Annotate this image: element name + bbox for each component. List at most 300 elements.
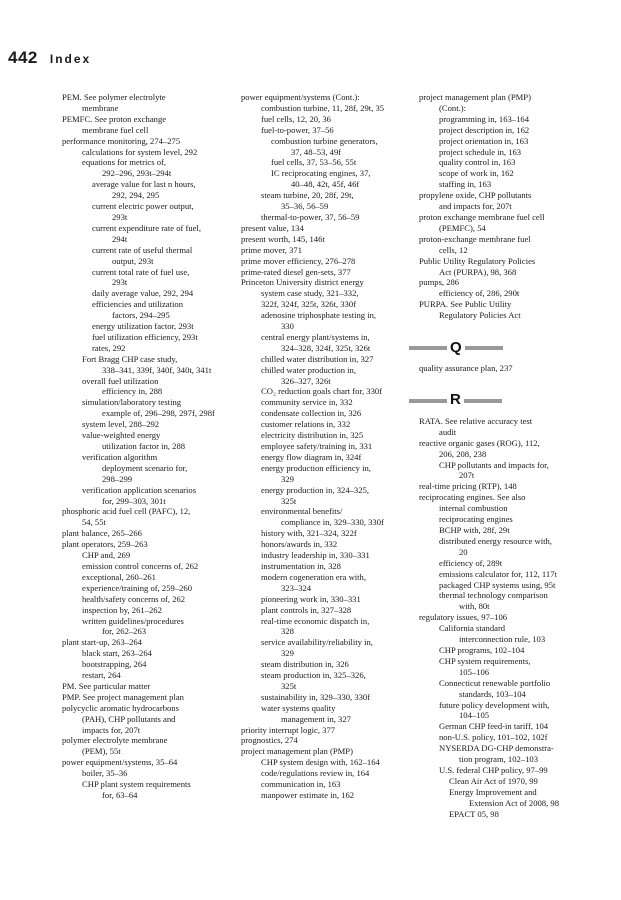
index-entry-line: Connecticut renewable portfolio [439, 677, 551, 688]
index-subentry [231, 419, 409, 430]
letter-heading [409, 386, 587, 416]
index-entry-line: 104–105 [459, 710, 490, 721]
index-entry-line: Clean Air Act of 1970, 99 [449, 775, 538, 786]
index-subentry [231, 605, 409, 616]
index-subentry [231, 441, 409, 452]
index-entry-line: 54, 55t [82, 517, 106, 528]
index-entry-line: reactive organic gases (ROG), 112, [419, 437, 540, 448]
index-entry-line: employee safety/training in, 331 [261, 441, 373, 451]
index-entry-line: project description in, 162 [439, 124, 530, 135]
index-entry-line: scope of work in, 162 [439, 168, 514, 179]
index-entry-line: energy production efficiency in, [261, 462, 371, 473]
index-entry-line: adenosine triphosphate testing in, [261, 310, 377, 321]
index-subentry [409, 787, 587, 809]
index-entry-line: packaged CHP systems using, 95t [439, 579, 556, 590]
index-entry-line: proton-exchange membrane fuel [419, 233, 531, 244]
index-entry-line: 329 [281, 473, 294, 484]
index-entry-line: pioneering work in, 330–331 [261, 593, 361, 604]
index-entry-line: boiler, 35–36 [82, 768, 128, 779]
index-entry-line: efficiencies and utilization [92, 299, 183, 310]
index-subentry [52, 648, 224, 659]
index-subentry [231, 790, 409, 801]
index-entry-line: fuel utilization efficiency, 293t [92, 331, 198, 342]
index-subentry [231, 365, 409, 387]
index-entry-line: quality assurance plan, 237 [419, 363, 513, 374]
index-entry-line: membrane fuel cell [82, 124, 149, 135]
index-entry-line: simulation/laboratory testing [82, 397, 182, 408]
index-entry-line: PEM. See polymer electrolyte [62, 92, 166, 102]
index-entry-line: Public Utility Regulatory Policies [419, 255, 536, 266]
index-entry [409, 416, 587, 438]
index-entry-line: current electric power output, [92, 201, 194, 212]
index-entry-line: (PAH), CHP pollutants and [82, 713, 176, 724]
index-subentry [52, 179, 224, 201]
index-entry-line: future policy development with, [439, 699, 550, 710]
index-entry [52, 528, 224, 539]
index-entry-line: internal combustion [439, 503, 508, 514]
divider-bar [465, 346, 503, 350]
index-entry [409, 481, 587, 492]
index-entry [52, 681, 224, 692]
index-entry-line: 105–106 [459, 666, 490, 677]
index-subentry [52, 157, 224, 179]
index-subentry [409, 721, 587, 732]
divider-bar [409, 399, 447, 403]
index-entry-line: customer relations in, 332 [261, 419, 351, 430]
index-entry-line: (Cont.): [439, 102, 466, 113]
index-subentry [52, 288, 224, 299]
index-entry-line: current expenditure rate of fuel, [92, 222, 202, 233]
index-subentry [409, 157, 587, 168]
index-entry [231, 746, 409, 757]
index-entry-line: IC reciprocating engines, 37, [271, 168, 371, 179]
index-entry-line: and impacts for, 207t [439, 201, 512, 212]
index-entry-line: communication in, 163 [261, 779, 341, 790]
index-subentry [409, 645, 587, 656]
index-entry-line: polymer electrolyte membrane [62, 735, 168, 746]
index-entry [409, 234, 587, 256]
index-subentry [231, 757, 409, 768]
index-entry-line: Princeton University district energy [241, 277, 364, 288]
index-entry-line: thermal-to-power, 37, 56–59 [261, 211, 360, 222]
index-entry-line: value-weighted energy [82, 430, 161, 441]
index-subentry [52, 147, 224, 158]
index-entry-line: CHP system design with, 162–164 [261, 757, 380, 768]
index-entry-line: energy utilization factor, 293t [92, 321, 194, 332]
index-entry-line: Fort Bragg CHP case study, [82, 353, 178, 364]
index-entry-line: RATA. See relative accuracy test [419, 415, 533, 426]
index-entry-line: combustion turbine, 11, 28f, 29t, 35 [261, 102, 385, 113]
index-subentry [231, 397, 409, 408]
index-entry-line: distributed energy resource with, [439, 535, 552, 546]
index-subentry [52, 485, 224, 507]
index-subentry [231, 539, 409, 550]
index-entry-line: plant start-up, 263–264 [62, 637, 142, 648]
index-subentry [52, 343, 224, 354]
index-subentry [52, 376, 224, 398]
letter-heading [409, 333, 587, 363]
index-entry-line: (PEMFC), 54 [439, 222, 486, 233]
index-entry-line: power equipment/systems, 35–64 [62, 757, 178, 768]
index-subentry [52, 354, 224, 376]
index-entry [231, 735, 409, 746]
index-subentry [52, 583, 224, 594]
index-entry-line: health/safety concerns of, 262 [82, 593, 186, 604]
index-entry [409, 212, 587, 234]
index-entry-line: 298–299 [102, 473, 133, 484]
index-entry-line: 330 [281, 321, 294, 332]
index-subentry [231, 386, 409, 397]
index-entry-line: 292–296, 293t–294t [102, 168, 172, 179]
index-entry [409, 363, 587, 374]
index-entry-line: 35–36, 56–59 [281, 201, 329, 212]
index-entry-line: standards, 103–104 [459, 688, 526, 699]
index-entry-line: for, 262–263 [102, 626, 147, 637]
index-subentry [231, 408, 409, 419]
index-entry-line: emission control concerns of, 262 [82, 560, 199, 571]
index-entry-line: 323–324 [281, 582, 312, 593]
index-subentry [231, 703, 409, 725]
index-subentry [52, 201, 224, 223]
index-subentry [231, 485, 409, 507]
index-entry-line: 20 [459, 546, 468, 557]
index-entry-line: bootstrapping, 264 [82, 659, 147, 670]
index-entry-line: prime mover, 371 [241, 244, 302, 255]
index-subentry [409, 678, 587, 700]
index-subentry [231, 528, 409, 539]
index-entry-line: 206, 208, 238 [439, 448, 487, 459]
index-entry-line: PM. See particular matter [62, 680, 151, 691]
index-entry-line: utilization factor in, 288 [102, 441, 186, 451]
index-entry-line: thermal technology comparison [439, 590, 548, 601]
index-subentry [409, 136, 587, 147]
index-entry-line: central energy plant/systems in, [261, 331, 370, 342]
index-entry-line: deployment scenario for, [102, 462, 188, 473]
index-entry-line: output, 293t [112, 255, 154, 266]
index-entry-line: CHP plant system requirements [82, 779, 191, 790]
index-entry-line: reciprocating engines. See also [419, 492, 526, 503]
index-entry-line: real-time economic dispatch in, [261, 615, 370, 626]
index-entry [231, 725, 409, 736]
index-subentry [409, 743, 587, 765]
index-entry-line: NYSERDA DG-CHP demonstra- [439, 743, 554, 754]
index-entry [409, 438, 587, 460]
index-entry-line: honors/awards in, 332 [261, 539, 338, 550]
index-subentry [409, 125, 587, 136]
index-subentry [231, 310, 409, 332]
index-entry-line: efficiency in, 288 [102, 386, 163, 397]
index-subentry [52, 572, 224, 583]
index-entry-line: management in, 327 [281, 713, 351, 724]
index-entry-line: California standard [439, 623, 506, 634]
index-subentry [409, 700, 587, 722]
index-column-1 [52, 92, 224, 801]
index-entry-line: Regulatory Policies Act [439, 310, 521, 321]
index-entry-line: history with, 321–324, 322f [261, 528, 357, 539]
index-entry [52, 92, 224, 114]
index-entry-line: 325t [281, 495, 297, 506]
index-entry-line: reciprocating engines [439, 514, 513, 525]
index-entry-line: 328 [281, 626, 294, 637]
index-entry-line: CHP pollutants and impacts for, [439, 459, 549, 470]
index-subentry [52, 561, 224, 572]
index-entry-line: energy flow diagram in, 324f [261, 451, 362, 462]
index-entry-line: quality control in, 163 [439, 157, 516, 168]
index-entry-line: EPACT 05, 98 [449, 808, 499, 819]
index-entry-line: Extension Act of 2008, 98 [469, 797, 559, 808]
index-entry-line: water systems quality [261, 702, 336, 713]
index-subentry [231, 779, 409, 790]
index-entry-line: efficiency of, 286, 290t [439, 288, 520, 299]
index-entry-line: industry leadership in, 330–331 [261, 550, 370, 561]
index-entry-line: service availability/reliability in, [261, 637, 373, 648]
index-entry-line: German CHP feed-in tariff, 104 [439, 721, 549, 732]
index-entry-line: project schedule in, 163 [439, 146, 522, 157]
index-entry-line: daily average value, 292, 294 [92, 288, 194, 299]
index-entry-line: phosphoric acid fuel cell (PAFC), 12, [62, 506, 191, 517]
index-subentry [231, 190, 409, 212]
index-subentry [52, 321, 224, 332]
index-entry [231, 223, 409, 234]
index-entry-line: verification algorithm [82, 451, 158, 462]
index-entry-line: verification application scenarios [82, 484, 197, 495]
index-entry-line: audit [439, 426, 457, 437]
index-entry-line: average value for last n hours, [92, 179, 196, 190]
index-subentry [231, 692, 409, 703]
index-entry-line: PURPA. See Public Utility [419, 299, 512, 310]
index-entry-line: prime-rated diesel gen-sets, 377 [241, 266, 351, 277]
index-entry [52, 136, 224, 147]
index-entry-line: polycyclic aromatic hydrocarbons [62, 702, 179, 713]
index-entry [231, 234, 409, 245]
index-subentry [52, 267, 224, 289]
index-subentry [409, 765, 587, 776]
index-column-3 [409, 92, 587, 819]
index-subentry [52, 670, 224, 681]
index-entry-line: electricity distribution in, 325 [261, 430, 364, 441]
index-subentry [231, 659, 409, 670]
index-entry-line: real-time pricing (RTP), 148 [419, 481, 517, 492]
index-entry-line: non-U.S. policy, 101–102, 102f [439, 732, 548, 743]
index-entry-line: system level, 288–292 [82, 419, 160, 430]
index-entry-line: equations for metrics of, [82, 157, 167, 168]
index-entry-line: 207t [459, 470, 475, 481]
index-entry-line: steam distribution in, 326 [261, 659, 349, 670]
index-entry-line: exceptional, 260–261 [82, 571, 156, 582]
index-entry-line: PEMFC. See proton exchange [62, 113, 167, 124]
divider-bar [409, 346, 447, 350]
index-entry-line: power equipment/systems (Cont.): [241, 92, 360, 102]
index-entry-line: calculations for system level, 292 [82, 146, 198, 157]
index-entry-line: chilled water distribution in, 327 [261, 353, 374, 364]
index-subentry [231, 354, 409, 365]
index-entry-line: energy production in, 324–325, [261, 484, 369, 495]
index-entry [231, 92, 409, 103]
index-subentry [231, 136, 409, 158]
index-subentry [409, 525, 587, 536]
index-entry-line: environmental benefits/ [261, 506, 343, 517]
index-entry-line: interconnection rule, 103 [459, 634, 546, 645]
index-subentry [231, 506, 409, 528]
index-entry-line: community service in, 332 [261, 397, 353, 408]
index-entry-line: CO₂ reduction goals chart for, 330f [261, 386, 383, 397]
index-entry-line: condensate collection in, 326 [261, 408, 362, 419]
index-entry-line: factors, 294–295 [112, 310, 170, 321]
index-subentry [52, 779, 224, 801]
index-subentry [409, 168, 587, 179]
index-entry-line: 324–328, 324f, 325t, 326t [281, 342, 371, 353]
divider-bar [464, 399, 502, 403]
index-entry [52, 539, 224, 550]
index-subentry [231, 561, 409, 572]
index-entry-line: system case study, 321–332, [261, 288, 359, 299]
index-entry-line: CHP programs, 102–104 [439, 644, 525, 655]
index-subentry [231, 168, 409, 190]
index-entry-line: fuel cells, 12, 20, 36 [261, 113, 331, 124]
index-entry [52, 703, 224, 736]
index-entry-line: example of, 296–298, 297f, 298f [102, 408, 215, 419]
index-subentry [52, 245, 224, 267]
index-subentry [231, 637, 409, 659]
index-subentry [409, 809, 587, 820]
index-entry-line: fuel cells, 37, 53–56, 55t [271, 157, 357, 168]
index-entry-line: 293t [112, 277, 128, 288]
index-subentry [231, 768, 409, 779]
index-entry-line: overall fuel utilization [82, 375, 159, 386]
index-entry-line: programming in, 163–164 [439, 113, 529, 124]
index-entry-line: (PEM), 55t [82, 746, 121, 757]
index-entry-line: 325t [281, 680, 297, 691]
index-entry-line: membrane [82, 102, 119, 113]
index-subentry [52, 430, 224, 452]
index-entry-line: black start, 263–264 [82, 648, 152, 659]
index-subentry [409, 590, 587, 612]
index-entry [52, 637, 224, 648]
index-entry-line: 292, 294, 295 [112, 190, 160, 201]
index-subentry [409, 776, 587, 787]
index-subentry [231, 212, 409, 223]
letter-heading-text: Q [450, 338, 462, 356]
index-column-2 [231, 92, 409, 801]
index-entry [231, 245, 409, 256]
index-entry [52, 692, 224, 703]
index-entry-line: U.S. federal CHP policy, 97–99 [439, 764, 548, 775]
index-entry-line: current total rate of fuel use, [92, 266, 190, 277]
index-entry-line: staffing in, 163 [439, 179, 492, 190]
index-subentry [231, 103, 409, 114]
letter-heading-text: R [450, 391, 461, 409]
index-entry [52, 757, 224, 768]
index-entry-line: project management plan (PMP) [241, 746, 353, 757]
index-subentry [231, 572, 409, 594]
index-subentry [52, 659, 224, 670]
index-entry-line: performance monitoring, 274–275 [62, 135, 181, 146]
index-entry-line: plant balance, 265–266 [62, 528, 142, 539]
index-entry-line: emissions calculator for, 112, 117t [439, 568, 557, 579]
index-entry [409, 277, 587, 288]
index-entry-line: with, 80t [459, 601, 490, 612]
index-entry-line: modern cogeneration era with, [261, 571, 366, 582]
index-entry-line: combustion turbine generators, [271, 135, 378, 146]
index-entry-line: restart, 264 [82, 670, 121, 681]
index-subentry [52, 616, 224, 638]
index-entry-line: steam turbine, 20, 28f, 29t, [261, 190, 354, 201]
index-entry-line: instrumentation in, 328 [261, 560, 341, 571]
index-subentry [409, 580, 587, 591]
index-entry-line: for, 63–64 [102, 790, 138, 800]
index-subentry [231, 594, 409, 605]
index-entry [409, 92, 587, 114]
index-entry-line: written guidelines/procedures [82, 615, 184, 626]
index-entry-line: steam production in, 325–326, [261, 670, 366, 681]
index-entry-line: project management plan (PMP) [419, 92, 531, 102]
index-subentry [409, 656, 587, 678]
index-entry-line: CHP system requirements, [439, 655, 531, 666]
index-entry [409, 256, 587, 278]
index-entry-line: propylene oxide, CHP pollutants [419, 190, 532, 201]
index-subentry [52, 452, 224, 485]
index-entry-line: chilled water production in, [261, 364, 356, 375]
index-entry-line: 37, 48–53, 49f [291, 146, 342, 157]
index-subentry [231, 157, 409, 168]
index-entry [409, 190, 587, 212]
index-subentry [231, 430, 409, 441]
index-subentry [52, 223, 224, 245]
index-entry-line: compliance in, 329–330, 330f [281, 517, 384, 528]
index-subentry [409, 147, 587, 158]
index-entry-line: experience/training of, 259–260 [82, 582, 193, 593]
index-subentry [52, 550, 224, 561]
index-subentry [52, 419, 224, 430]
index-entry-line: code/regulations review in, 164 [261, 768, 370, 779]
index-entry-line: 293t [112, 211, 128, 222]
index-entry-line: 329 [281, 648, 294, 659]
index-entry-line: plant operators, 259–263 [62, 539, 148, 550]
index-entry-line: 322f, 324f, 325t, 326t, 330f [261, 299, 357, 310]
index-subentry [231, 114, 409, 125]
index-entry [409, 492, 587, 525]
index-entry [231, 256, 409, 267]
index-entry-line: for, 299–303, 301t [102, 495, 166, 506]
index-subentry [52, 332, 224, 343]
index-subentry [409, 460, 587, 482]
index-entry-line: cells, 12 [439, 244, 468, 255]
index-entry-line: sustainability in, 329–330, 330f [261, 691, 371, 702]
index-entry [231, 267, 409, 278]
index-entry-line: current rate of useful thermal [92, 244, 193, 255]
index-entry-line: proton exchange membrane fuel cell [419, 211, 545, 222]
index-subentry [231, 670, 409, 692]
index-entry-line: pumps, 286 [419, 277, 460, 288]
index-entry-line: impacts for, 207t [82, 724, 141, 735]
index-subentry [52, 594, 224, 605]
index-entry-line: BCHP with, 28f, 29t [439, 525, 510, 535]
index-entry-line: 338–341, 339f, 340f, 340t, 341t [102, 364, 212, 375]
index-subentry [231, 452, 409, 463]
index-entry-line: plant controls in, 327–328 [261, 604, 352, 615]
index-entry-line: priority interrupt logic, 377 [241, 724, 336, 735]
index-entry-line: prognostics, 274 [241, 735, 298, 746]
index-entry [52, 506, 224, 528]
index-subentry [409, 623, 587, 645]
index-subentry [52, 605, 224, 616]
index-subentry [231, 550, 409, 561]
index-subentry [231, 332, 409, 354]
page-header [8, 48, 91, 70]
index-subentry [52, 768, 224, 779]
index-subentry [52, 299, 224, 321]
index-entry-line: tion program, 102–103 [459, 754, 539, 765]
